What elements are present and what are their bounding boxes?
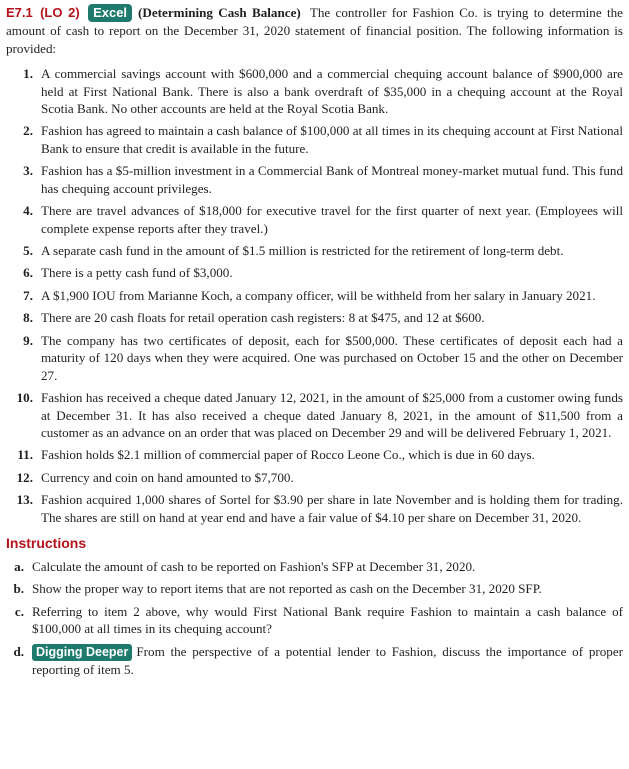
learning-objective: (LO 2): [40, 5, 80, 20]
part-text: Calculate the amount of cash to be reported on Fashion's SFP at December 31, 2020.: [32, 558, 476, 574]
list-item: [6, 469, 623, 487]
instructions-list: [6, 558, 623, 679]
item-number: 10.: [16, 390, 33, 406]
instruction-part-b: [6, 580, 623, 598]
item-number: 6.: [23, 265, 33, 281]
item-text: Fashion holds $2.1 million of commercial paper of Rocco Leone Co., which is due in 60 days.: [41, 447, 535, 463]
part-text: Referring to item 2 above, why would First National Bank require Fashion to maintain a cash balance of $100,000 at all times in its chequing account?: [32, 603, 623, 637]
item-text: There are travel advances of $18,000 for executive travel for the first quarter of next year. (Employees will complete expense reports after they travel.): [41, 203, 623, 236]
list-item: [6, 389, 623, 442]
list-item: [6, 122, 623, 157]
part-letter: a.: [14, 558, 24, 574]
item-number: 11.: [17, 447, 33, 463]
instruction-part-d: [6, 643, 623, 679]
exercise-header: [6, 0, 623, 57]
list-item: [6, 309, 623, 327]
part-letter: d.: [13, 643, 24, 659]
list-item: [6, 162, 623, 197]
part-letter: c.: [14, 603, 24, 619]
list-item: [6, 446, 623, 464]
item-number: 1.: [23, 66, 33, 81]
item-text: Currency and coin on hand amounted to $7,700.: [41, 469, 294, 485]
item-text: A commercial savings account with $600,000 and a commercial chequing account balance of $900,000 are held at First National Bank. There is also a bank overdraft of $35,000 in a chequing account at the Royal Scotia Bank. No other accounts are held at the Royal Scotia Bank.: [41, 66, 623, 116]
exercise-intro: The controller for Fashion Co. is trying to determine the amount of cash to report on the December 31, 2020 statement of financial position. The following information is provided:: [6, 5, 623, 56]
item-text: Fashion has a $5-million investment in a Commercial Bank of Montreal money-market mutual fund. This fund has chequing account privileges.: [41, 163, 623, 196]
part-text: From the perspective of a potential lender to Fashion, discuss the importance of proper reporting of item 5.: [32, 643, 623, 677]
list-item: [6, 65, 623, 118]
item-number: 8.: [23, 310, 33, 326]
excel-badge: Excel: [88, 4, 132, 22]
part-text: Show the proper way to report items that are not reported as cash on the December 31, 2020 SFP.: [32, 581, 542, 597]
instruction-part-a: [6, 558, 623, 576]
instructions-heading: Instructions: [6, 535, 87, 552]
item-number: 2.: [23, 123, 33, 139]
item-number: 9.: [23, 332, 33, 348]
item-number: 5.: [23, 243, 33, 259]
item-text: There is a petty cash fund of $3,000.: [41, 265, 233, 281]
exercise-number: E7.1: [6, 5, 33, 20]
item-text: There are 20 cash floats for retail operation cash registers: 8 at $475, and 12 at $600.: [41, 310, 485, 326]
item-text: A separate cash fund in the amount of $1.5 million is restricted for the retirement of long-term debt.: [41, 243, 564, 259]
information-list: [6, 65, 623, 526]
part-letter: b.: [13, 581, 24, 597]
list-item: [6, 264, 623, 282]
item-text: A $1,900 IOU from Marianne Koch, a company officer, will be withheld from her salary in January 2021.: [41, 287, 596, 303]
part-text-wrapper: [32, 643, 623, 679]
list-item: [6, 287, 623, 305]
item-text: Fashion acquired 1,000 shares of Sortel for $3.90 per share in late November and is holding them for trading. The shares are still on hand at year end and have a fair value of $4.10 per share on December 31, 2020.: [41, 492, 623, 525]
list-item: [6, 332, 623, 385]
exercise-title: (Determining Cash Balance): [138, 5, 301, 20]
item-text: Fashion has received a cheque dated January 12, 2021, in the amount of $25,000 from a customer owing funds at December 31. It has also received a cheque dated January 8, 2021, in the amount of $11,500 from a customer as an advance on an order that was placed on December 29 and will be delivered February 1, 2021.: [41, 390, 623, 441]
item-number: 7.: [23, 287, 33, 303]
instruction-part-c: [6, 603, 623, 638]
list-item: [6, 202, 623, 237]
item-text: The company has two certificates of deposit, each for $500,000. These certificates of deposit each had a maturity of 120 days when they were acquired. One was purchased on October 15 and the other on December 27.: [41, 332, 623, 383]
list-item: [6, 491, 623, 526]
digging-deeper-badge: Digging Deeper: [32, 644, 132, 661]
item-number: 13.: [16, 492, 33, 508]
item-text: Fashion has agreed to maintain a cash balance of $100,000 at all times in its chequing account at First National Bank to ensure that credit is available in the future.: [41, 123, 623, 156]
list-item: [6, 242, 623, 260]
item-number: 12.: [16, 469, 33, 485]
item-number: 4.: [23, 203, 33, 219]
item-number: 3.: [23, 163, 33, 179]
